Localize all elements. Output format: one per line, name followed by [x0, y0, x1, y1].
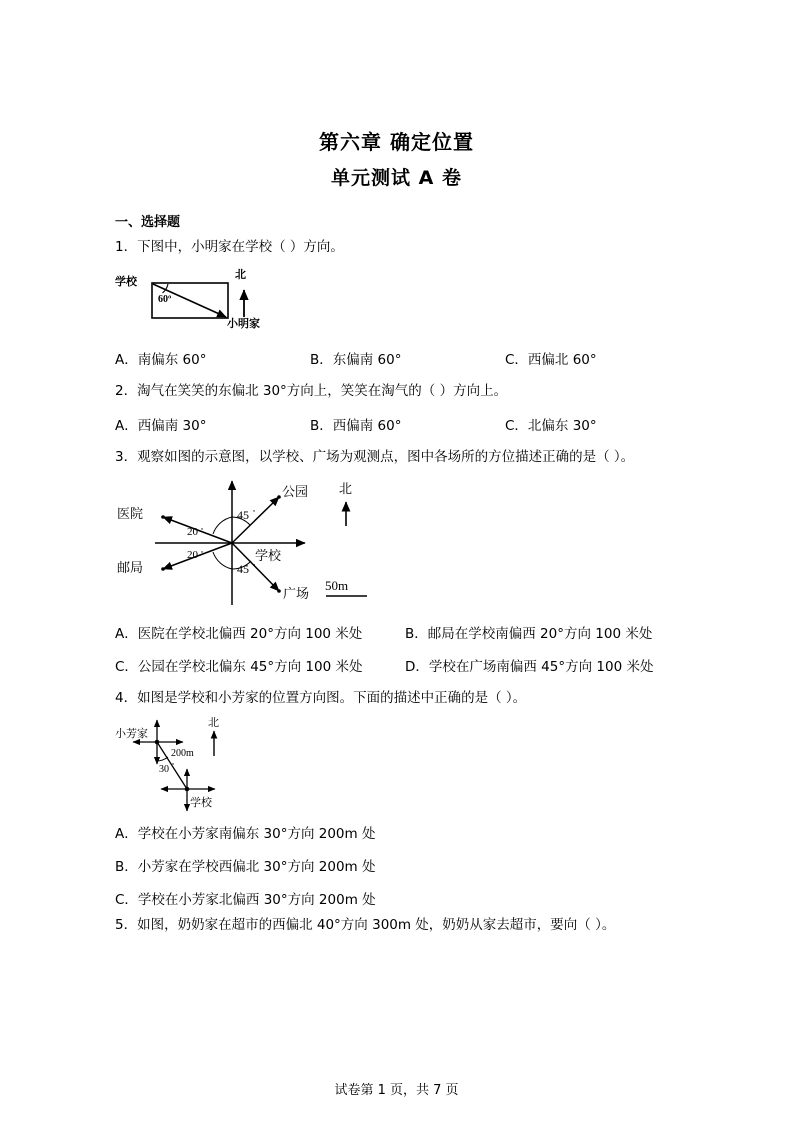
- question-2-option-c: C．北偏东 30°: [505, 418, 597, 434]
- figure-4-label-north: 北: [208, 716, 219, 729]
- question-4-option-c: C．学校在小芳家北偏西 30°方向 200m 处: [115, 892, 376, 908]
- svg-text:30: 30: [159, 764, 169, 775]
- question-3-stem: 3．观察如图的示意图，以学校、广场为观测点，图中各场所的方位描述正确的是（ ）。: [115, 449, 635, 465]
- svg-text:º: º: [253, 509, 256, 517]
- figure-3-label-hospital: 医院: [117, 507, 144, 522]
- figure-3-label-park: 公园: [282, 485, 309, 500]
- figure-1-label-home: 小明家: [227, 317, 260, 330]
- figure-3-label-scale: 50m: [325, 578, 349, 593]
- figure-4-label-school: 学校: [190, 796, 212, 809]
- page-subtitle: 单元测试 A 卷: [331, 167, 462, 189]
- figure-question-1: [115, 262, 295, 340]
- svg-text:45: 45: [237, 508, 249, 522]
- question-1-option-a: A．南偏东 60°: [115, 352, 207, 368]
- svg-text:º: º: [253, 563, 256, 571]
- question-2-option-b: B．西偏南 60°: [310, 418, 402, 434]
- question-1-option-b: B．东偏南 60°: [310, 352, 402, 368]
- figure-3-label-north: 北: [339, 482, 353, 497]
- svg-text:20: 20: [187, 549, 198, 561]
- figure-3-label-school: 学校: [255, 549, 282, 564]
- svg-text:º: º: [201, 527, 204, 535]
- svg-text:45: 45: [237, 562, 249, 576]
- question-3-option-a: A．医院在学校北偏西 20°方向 100 米处: [115, 626, 363, 642]
- svg-text:60º: 60º: [158, 294, 172, 305]
- figure-question-3: [115, 473, 385, 605]
- question-2-stem: 2．淘气在笑笑的东偏北 30°方向上，笑笑在淘气的（ ）方向上。: [115, 383, 508, 399]
- question-4-option-a: A．学校在小芳家南偏东 30°方向 200m 处: [115, 826, 376, 842]
- figure-1-label-north: 北: [235, 268, 246, 281]
- svg-text:º: º: [201, 550, 204, 558]
- figure-3-label-plaza: 广场: [283, 587, 310, 602]
- question-2-option-a: A．西偏南 30°: [115, 418, 207, 434]
- question-1-option-c: C．西偏北 60°: [505, 352, 597, 368]
- question-3-option-b: B．邮局在学校南偏西 20°方向 100 米处: [405, 626, 653, 642]
- figure-4-label-distance: 200m: [171, 748, 194, 759]
- svg-text:20: 20: [187, 526, 198, 538]
- figure-question-4: [115, 712, 315, 818]
- question-5-stem: 5．如图，奶奶家在超市的西偏北 40°方向 300m 处，奶奶从家去超市，要向（ ）。: [115, 917, 616, 933]
- figure-3-label-post-office: 邮局: [117, 561, 144, 576]
- figure-1-label-school: 学校: [115, 275, 137, 288]
- question-4-option-b: B．小芳家在学校西偏北 30°方向 200m 处: [115, 859, 376, 875]
- page-footer: 试卷第 1 页，共 7 页: [334, 1083, 459, 1098]
- figure-4-label-xiaofang-home: 小芳家: [115, 727, 148, 740]
- question-3-option-c: C．公园在学校北偏东 45°方向 100 米处: [115, 659, 363, 675]
- svg-text:º: º: [172, 762, 175, 770]
- question-1-stem: 1．下图中，小明家在学校（ ）方向。: [115, 239, 344, 255]
- section-heading-choice: 一、选择题: [115, 215, 181, 230]
- question-4-stem: 4．如图是学校和小芳家的位置方向图。下面的描述中正确的是（ ）。: [115, 690, 527, 706]
- question-3-option-d: D．学校在广场南偏西 45°方向 100 米处: [405, 659, 654, 675]
- page-title: 第六章 确定位置: [319, 130, 474, 154]
